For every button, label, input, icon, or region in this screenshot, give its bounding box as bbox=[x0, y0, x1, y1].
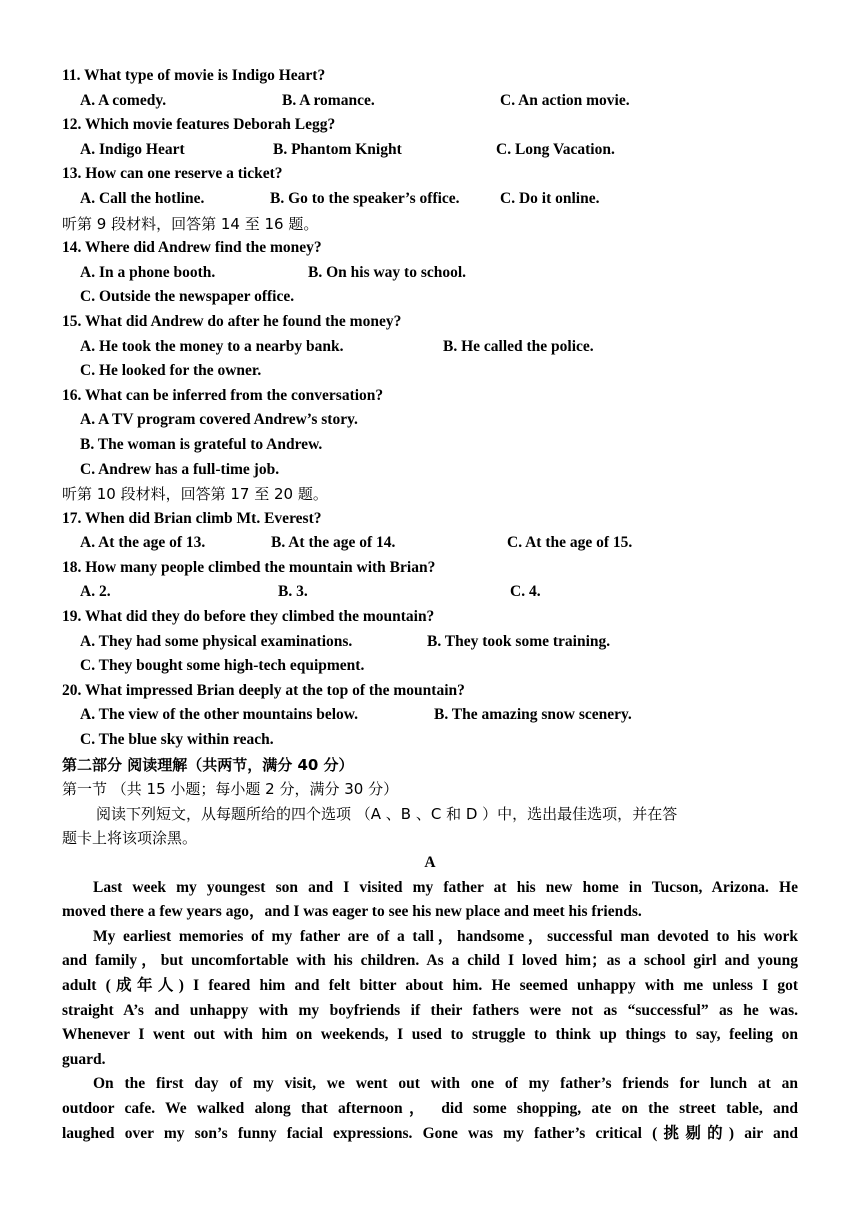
option-b: B. At the age of 14. bbox=[271, 534, 396, 552]
paragraph-line: Last week my youngest son and I visited my father at his new home in Tucson, Arizona. He bbox=[93, 878, 798, 896]
options-19-c bbox=[62, 654, 798, 679]
paragraph-line: straight A’s and unhappy with my boyfriends if their fathers were not as “successful” as he was. bbox=[62, 1001, 798, 1019]
document-page bbox=[62, 64, 798, 1146]
option-a: A. At the age of 13. bbox=[80, 534, 206, 552]
option-a: A. 2. bbox=[80, 583, 111, 601]
paragraph-line: On the first day of my visit, we went out with one of my father’s friends for lunch at an bbox=[93, 1075, 798, 1093]
options-15-c bbox=[62, 359, 798, 384]
question-stem: 17. When did Brian climb Mt. Everest? bbox=[62, 509, 322, 527]
option-c: C. At the age of 15. bbox=[507, 534, 633, 552]
options-15 bbox=[62, 335, 798, 360]
options-18 bbox=[62, 580, 798, 605]
options-20 bbox=[62, 703, 798, 728]
options-14-c bbox=[62, 285, 798, 310]
question-19 bbox=[62, 605, 798, 630]
option-a: A. A comedy. bbox=[80, 91, 167, 109]
instruction-line: 题卡上将该项涂黑。 bbox=[62, 829, 198, 848]
passage-paragraph-2 bbox=[62, 925, 798, 1073]
paragraph-line: guard. bbox=[62, 1050, 106, 1068]
option-c: C. Long Vacation. bbox=[496, 140, 615, 158]
option-c: C. The blue sky within reach. bbox=[80, 731, 274, 749]
section-10-instruction: 听第 10 段材料，回答第 17 至 20 题。 bbox=[62, 485, 328, 504]
option-a: A. They had some physical examinations. bbox=[80, 632, 353, 650]
options-13 bbox=[62, 187, 798, 212]
question-18 bbox=[62, 556, 798, 581]
part-2-heading: 第二部分 阅读理解（共两节，满分 40 分） bbox=[62, 755, 354, 774]
options-19 bbox=[62, 630, 798, 655]
option-a: A. Indigo Heart bbox=[80, 140, 185, 158]
question-13 bbox=[62, 162, 798, 187]
option-b: B. A romance. bbox=[282, 91, 375, 109]
option-a: A. Call the hotline. bbox=[80, 189, 205, 207]
options-14 bbox=[62, 261, 798, 286]
options-16-a bbox=[62, 408, 798, 433]
question-stem: 16. What can be inferred from the conversation? bbox=[62, 386, 384, 404]
instruction-line: 阅读下列短文，从每题所给的四个选项 （A 、B 、C 和 D ）中，选出最佳选项，并在答 bbox=[96, 804, 678, 823]
question-17 bbox=[62, 507, 798, 532]
option-a: A. A TV program covered Andrew’s story. bbox=[80, 411, 358, 429]
paragraph-line: and family，but uncomfortable with his children. As a child I loved him；as a school girl and young bbox=[62, 952, 798, 970]
option-b: B. 3. bbox=[278, 583, 308, 601]
question-stem: 14. Where did Andrew find the money? bbox=[62, 239, 322, 257]
question-stem: 12. Which movie features Deborah Legg? bbox=[62, 116, 336, 134]
option-b: B. Phantom Knight bbox=[273, 140, 402, 158]
paragraph-line: My earliest memories of my father are of a tall，handsome，successful man devoted to his work bbox=[93, 927, 798, 945]
paragraph-line: moved there a few years ago，and I was eager to see his new place and meet his friends. bbox=[62, 903, 642, 921]
option-c: C. 4. bbox=[510, 583, 541, 601]
option-c: C. Outside the newspaper office. bbox=[80, 288, 295, 306]
option-a: A. He took the money to a nearby bank. bbox=[80, 337, 344, 355]
options-16-b bbox=[62, 433, 798, 458]
option-b: B. On his way to school. bbox=[308, 263, 467, 281]
reading-instruction bbox=[62, 802, 798, 851]
question-stem: 18. How many people climbed the mountain with Brian? bbox=[62, 558, 436, 576]
question-16 bbox=[62, 384, 798, 409]
paragraph-line: Whenever I went out with him on weekends, I used to struggle to think up things to say, feeling on bbox=[62, 1026, 798, 1044]
paragraph-line: adult (成年人) I feared him and felt bitter about him. He seemed unhappy with me unless I got bbox=[62, 976, 798, 994]
options-12 bbox=[62, 138, 798, 163]
question-11 bbox=[62, 64, 798, 89]
question-20 bbox=[62, 679, 798, 704]
option-b: B. He called the police. bbox=[443, 337, 594, 355]
option-c: C. He looked for the owner. bbox=[80, 362, 262, 380]
question-stem: 20. What impressed Brian deeply at the top of the mountain? bbox=[62, 681, 465, 699]
passage-paragraph-1 bbox=[62, 876, 798, 925]
question-stem: 19. What did they do before they climbed the mountain? bbox=[62, 608, 435, 626]
option-b: B. The woman is grateful to Andrew. bbox=[80, 435, 323, 453]
question-stem: 15. What did Andrew do after he found the money? bbox=[62, 312, 402, 330]
option-a: A. In a phone booth. bbox=[80, 263, 216, 281]
question-12 bbox=[62, 113, 798, 138]
option-c: C. An action movie. bbox=[500, 91, 630, 109]
options-16-c bbox=[62, 458, 798, 483]
options-20-c bbox=[62, 728, 798, 753]
passage-paragraph-3 bbox=[62, 1072, 798, 1146]
option-b: B. They took some training. bbox=[427, 632, 611, 650]
option-b: B. Go to the speaker’s office. bbox=[270, 189, 460, 207]
question-15 bbox=[62, 310, 798, 335]
options-17 bbox=[62, 531, 798, 556]
section-9-instruction: 听第 9 段材料，回答第 14 至 16 题。 bbox=[62, 214, 319, 233]
question-stem: 11. What type of movie is Indigo Heart? bbox=[62, 67, 326, 84]
question-stem: 13. How can one reserve a ticket? bbox=[62, 165, 283, 183]
option-c: C. Andrew has a full-time job. bbox=[80, 460, 280, 478]
option-b: B. The amazing snow scenery. bbox=[434, 706, 632, 724]
option-c: C. Do it online. bbox=[500, 189, 600, 207]
option-c: C. They bought some high-tech equipment. bbox=[80, 657, 365, 675]
section-1-heading: 第一节 （共 15 小题；每小题 2 分，满分 30 分） bbox=[62, 780, 399, 799]
passage-label: A bbox=[424, 854, 436, 871]
option-a: A. The view of the other mountains below. bbox=[80, 706, 359, 724]
paragraph-line: laughed over my son’s funny facial expressions. Gone was my father’s critical (挑剔的) air and bbox=[62, 1124, 798, 1142]
question-14 bbox=[62, 236, 798, 261]
options-11 bbox=[62, 89, 798, 114]
paragraph-line: outdoor cafe. We walked along that afternoon， did some shopping, ate on the street table, and bbox=[62, 1099, 798, 1117]
